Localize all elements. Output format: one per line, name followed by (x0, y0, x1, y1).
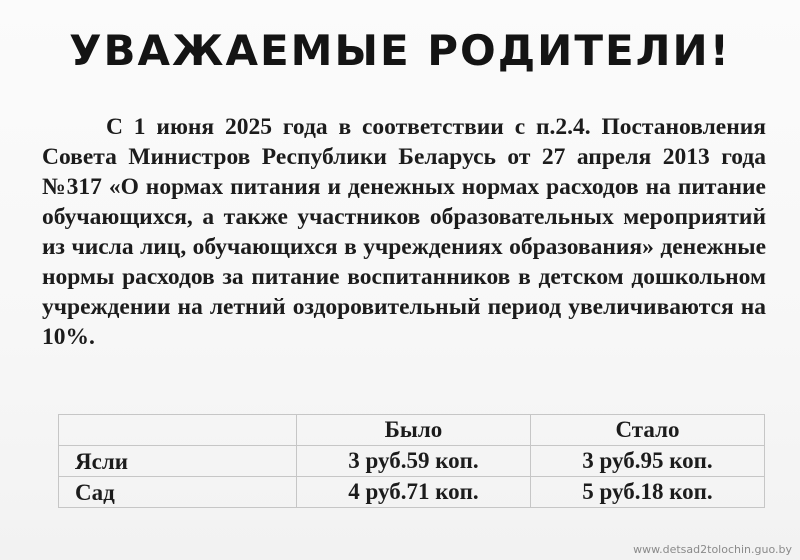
row-label: Сад (59, 477, 297, 508)
site-watermark: www.detsad2tolochin.guo.by (633, 543, 792, 556)
price-after: 3 руб.95 коп. (530, 446, 764, 477)
table-header-before: Было (296, 415, 530, 446)
table-header-empty (59, 415, 297, 446)
table-header-row (59, 415, 765, 446)
table-header-after: Стало (530, 415, 764, 446)
price-before: 4 руб.71 коп. (296, 477, 530, 508)
price-before: 3 руб.59 коп. (296, 446, 530, 477)
row-label: Ясли (59, 446, 297, 477)
table-row (59, 446, 765, 477)
notice-paragraph: С 1 июня 2025 года в соответствии с п.2.4. Постановления Совета Министров Республики Беларусь от 27 апреля 2013 года №317 «О нормах питания и денежных нормах расходов на питание обучающихся, а также участников образовательных мероприятий из числа лиц, обучающихся в учреждениях образования» денежные нормы расходов за питание воспитанников в детском дошкольном учреждении на летний оздоровительный период увеличиваются на 10%. (42, 114, 766, 350)
page-title: УВАЖАЕМЫЕ РОДИТЕЛИ! (69, 26, 731, 75)
price-table (58, 414, 765, 508)
table-row (59, 477, 765, 508)
price-after: 5 руб.18 коп. (530, 477, 764, 508)
